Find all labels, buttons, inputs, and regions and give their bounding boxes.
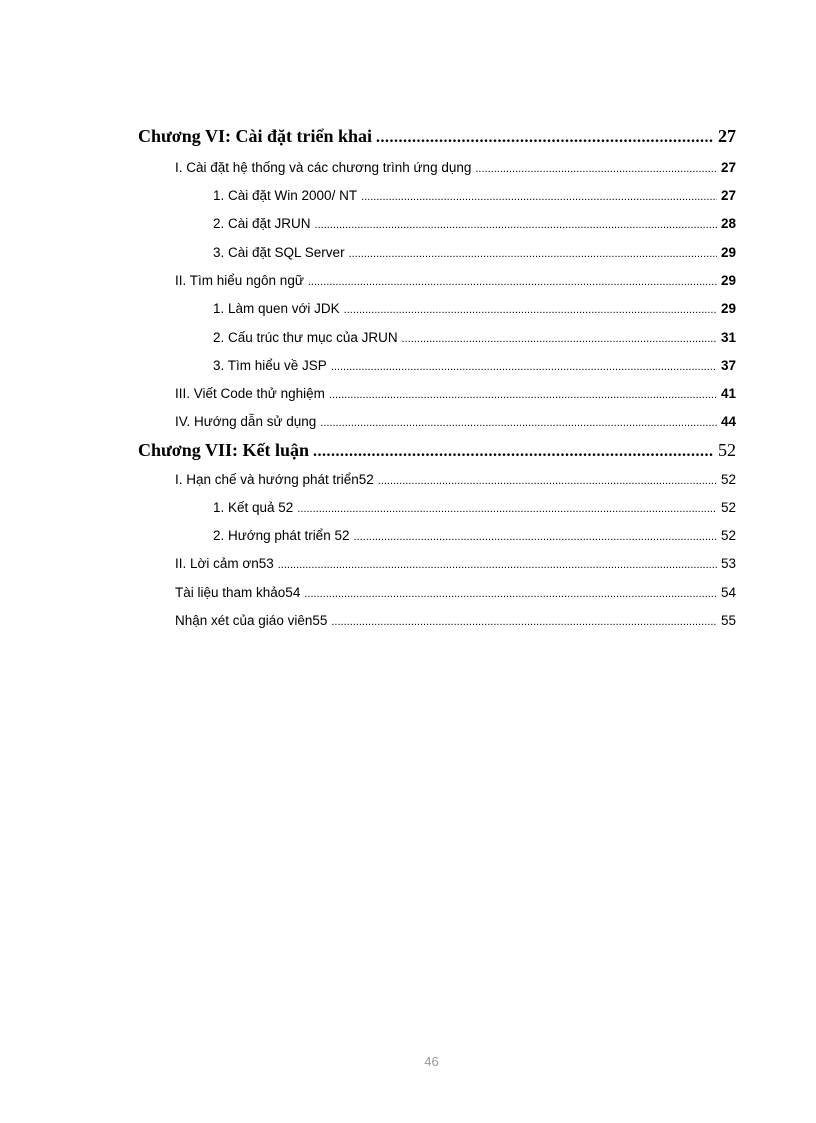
toc-dot-leader xyxy=(304,588,717,600)
toc-dot-leader xyxy=(331,361,717,373)
toc-section-row[interactable] xyxy=(175,472,736,487)
toc-entry-title: Nhận xét của giáo viên55 xyxy=(175,613,328,628)
toc-subsection-row[interactable] xyxy=(213,358,736,373)
toc-entry-title: 2. Hướng phát triển 52 xyxy=(213,528,350,543)
toc-dot-leader xyxy=(331,616,717,628)
toc-dot-leader xyxy=(278,559,717,571)
toc-entry-title: 1. Làm quen với JDK xyxy=(213,301,340,316)
toc-section-row[interactable] xyxy=(175,160,736,175)
toc-page-number: 29 xyxy=(720,301,736,316)
toc-dot-leader xyxy=(378,475,717,487)
toc-entry-title: Chương VII: Kết luận xyxy=(138,440,309,460)
toc-page-number: 52 xyxy=(720,500,736,515)
toc-entry-title: 1. Cài đặt Win 2000/ NT xyxy=(213,188,358,203)
toc-page-number: 41 xyxy=(720,386,736,401)
toc-entry-title: 3. Tìm hiểu về JSP xyxy=(213,358,327,373)
toc-dot-leader xyxy=(320,417,717,429)
toc-subsection-row[interactable] xyxy=(213,216,736,231)
toc-dot-leader xyxy=(308,276,717,288)
toc-dot-leader xyxy=(353,531,716,543)
toc-page-number: 29 xyxy=(720,245,736,260)
toc-entry-title: II. Lời cảm ơn53 xyxy=(175,556,274,571)
toc-section-row[interactable] xyxy=(175,585,736,600)
toc-page-number: 28 xyxy=(720,216,736,231)
toc-page-number: 52 xyxy=(718,440,736,460)
toc-entry-title: III. Viết Code thử nghiệm xyxy=(175,386,325,401)
toc-chapter-row[interactable] xyxy=(138,440,736,461)
toc-section-row[interactable] xyxy=(175,613,736,628)
toc-section-row[interactable] xyxy=(175,386,736,401)
toc-subsection-row[interactable] xyxy=(213,500,736,515)
toc-entry-title: IV. Hướng dẫn sử dụng xyxy=(175,414,317,429)
toc-page-number: 52 xyxy=(720,472,736,487)
toc-dot-leader xyxy=(315,219,717,231)
toc-dot-leader xyxy=(361,191,717,203)
toc-section-row[interactable] xyxy=(175,273,736,288)
toc-page-number: 31 xyxy=(720,330,736,345)
toc-entry-title: I. Hạn chế và hướng phát triển52 xyxy=(175,472,374,487)
toc-entry-title: 3. Cài đặt SQL Server xyxy=(213,245,345,260)
toc-entry-title: Tài liệu tham khảo54 xyxy=(175,585,301,600)
toc-dot-leader xyxy=(297,503,717,515)
page-number: 46 xyxy=(424,1054,439,1069)
toc-dot-leader xyxy=(402,333,717,345)
toc-page-number: 55 xyxy=(720,613,736,628)
toc-dot-leader xyxy=(329,389,717,401)
toc-entry-title: 2. Cấu trúc thư mục của JRUN xyxy=(213,330,398,345)
toc-page-number: 53 xyxy=(720,556,736,571)
toc-subsection-row[interactable] xyxy=(213,301,736,316)
toc-page-number: 54 xyxy=(720,585,736,600)
toc-dot-leader xyxy=(349,248,717,260)
toc-dot-leader xyxy=(344,304,717,316)
toc-subsection-row[interactable] xyxy=(213,528,736,543)
toc-page-number: 37 xyxy=(720,358,736,373)
toc-page-number: 27 xyxy=(720,160,736,175)
toc-chapter-row[interactable] xyxy=(138,126,736,147)
toc-dot-leader xyxy=(475,163,717,175)
toc-entry-title: II. Tìm hiểu ngôn ngữ xyxy=(175,273,304,288)
toc-entry-title: I. Cài đặt hệ thống và các chương trình ứng dụng xyxy=(175,160,472,175)
toc-dot-leader xyxy=(376,129,714,147)
toc-page-number: 27 xyxy=(720,188,736,203)
toc-page-number: 29 xyxy=(720,273,736,288)
toc-entry-title: 1. Kết quả 52 xyxy=(213,500,294,515)
toc-subsection-row[interactable] xyxy=(213,245,736,260)
toc-entry-title: Chương VI: Cài đặt triển khai xyxy=(138,126,372,146)
toc-page-number: 27 xyxy=(718,126,736,146)
toc-entry-title: 2. Cài đặt JRUN xyxy=(213,216,311,231)
toc-subsection-row[interactable] xyxy=(213,330,736,345)
toc-dot-leader xyxy=(313,443,714,461)
toc-section-row[interactable] xyxy=(175,414,736,429)
toc-page-number: 52 xyxy=(720,528,736,543)
toc-section-row[interactable] xyxy=(175,556,736,571)
toc-subsection-row[interactable] xyxy=(213,188,736,203)
toc-page-number: 44 xyxy=(720,414,736,429)
